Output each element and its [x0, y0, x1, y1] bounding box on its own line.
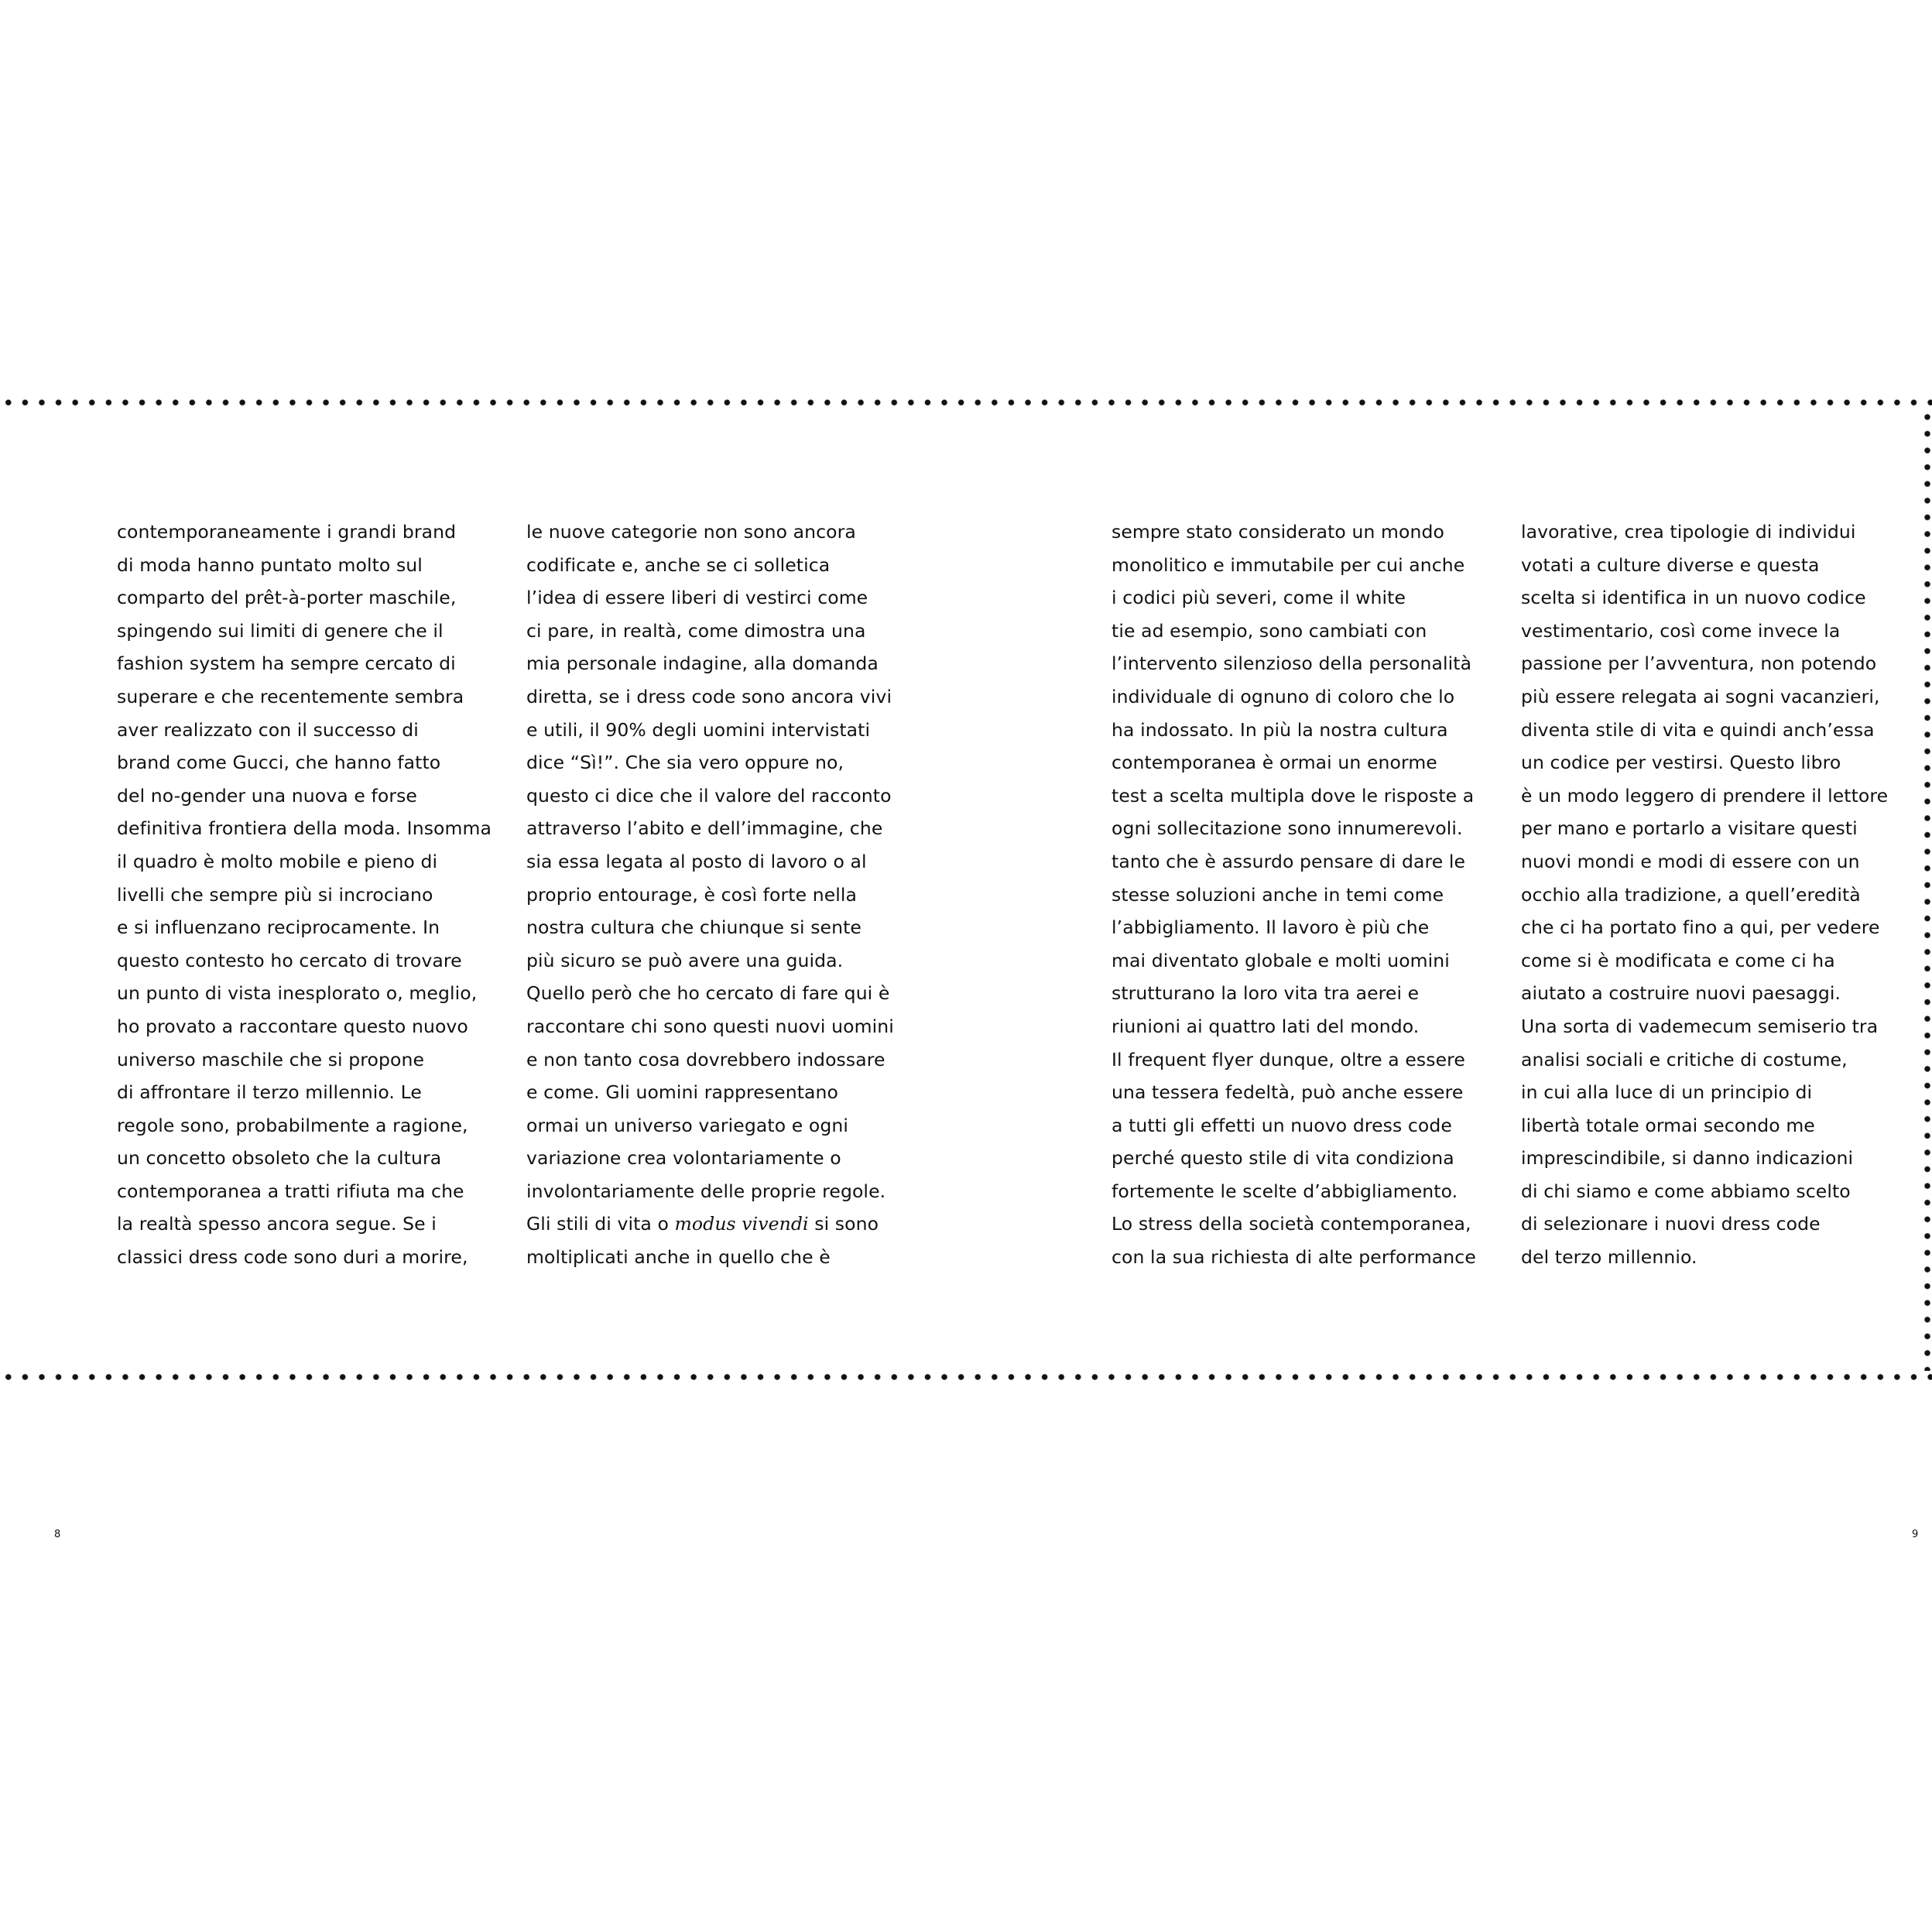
text-line: mai diventato globale e molti uomini: [1112, 949, 1450, 971]
text-line: brand come Gucci, che hanno fatto: [117, 752, 441, 774]
text-line: questo contesto ho cercato di trovare: [117, 949, 462, 971]
text-line: ogni sollecitazione sono innumerevoli.: [1112, 817, 1463, 840]
text-line: in cui alla luce di un principio di: [1521, 1081, 1813, 1104]
text-line: con la sua richiesta di alte performance: [1112, 1246, 1476, 1269]
text-line: occhio alla tradizione, a quell’eredità: [1521, 883, 1861, 906]
text-line: e si influenzano reciprocamente. In: [117, 916, 440, 939]
text-line: una tessera fedeltà, può anche essere: [1112, 1081, 1464, 1104]
text-line: di affrontare il terzo millennio. Le: [117, 1081, 422, 1104]
text-line: scelta si identifica in un nuovo codice: [1521, 587, 1866, 609]
text-line: sempre stato considerato un mondo: [1112, 521, 1444, 543]
text-line: nuovi mondi e modi di essere con un: [1521, 850, 1860, 872]
text-line: lavorative, crea tipologie di individui: [1521, 521, 1856, 543]
text-line: tanto che è assurdo pensare di dare le: [1112, 850, 1466, 872]
text-line: ci pare, in realtà, come dimostra una: [526, 619, 866, 642]
text-line: nostra cultura che chiunque si sente: [526, 916, 862, 939]
text-line: regole sono, probabilmente a ragione,: [117, 1114, 468, 1136]
text-column-2: [526, 516, 913, 1274]
text-line: l’intervento silenzioso della personalità: [1112, 653, 1472, 675]
text-line: fortemente le scelte d’abbigliamento.: [1112, 1180, 1458, 1202]
text-line: le nuove categorie non sono ancora: [526, 521, 856, 543]
text-column-4: [1521, 516, 1908, 1274]
page-number-right: 9: [1912, 1529, 1919, 1540]
text-line: votati a culture diverse e questa: [1521, 553, 1820, 576]
text-line: più essere relegata ai sogni vacanzieri,: [1521, 685, 1880, 707]
text-line: Il frequent flyer dunque, oltre a essere: [1112, 1048, 1465, 1070]
text-column-1: [117, 516, 504, 1274]
text-line: variazione crea volontariamente o: [526, 1147, 841, 1170]
italic-phrase: modus vivendi: [674, 1213, 809, 1235]
text-line: contemporanea a tratti rifiuta ma che: [117, 1180, 464, 1202]
text-line: e come. Gli uomini rappresentano: [526, 1081, 839, 1104]
text-line: superare e che recentemente sembra: [117, 685, 464, 707]
text-line: l’abbigliamento. Il lavoro è più che: [1112, 916, 1430, 939]
text-line: i codici più severi, come il white: [1112, 587, 1406, 609]
text-line: Una sorta di vademecum semiserio tra: [1521, 1015, 1879, 1037]
text-line: mia personale indagine, alla domanda: [526, 653, 879, 675]
text-line: e non tanto cosa dovrebbero indossare: [526, 1048, 886, 1070]
text-line: sia essa legata al posto di lavoro o al: [526, 850, 867, 872]
text-line: dice “Sì!”. Che sia vero oppure no,: [526, 752, 844, 774]
text-line: di chi siamo e come abbiamo scelto: [1521, 1180, 1851, 1202]
text-line: spingendo sui limiti di genere che il: [117, 619, 444, 642]
text-line: attraverso l’abito e dell’immagine, che: [526, 817, 883, 840]
text-line: contemporanea è ormai un enorme: [1112, 752, 1437, 774]
text-line: un punto di vista inesplorato o, meglio,: [117, 982, 478, 1005]
text-line: diretta, se i dress code sono ancora vivi: [526, 685, 892, 707]
text-segment: Gli stili di vita o: [526, 1213, 675, 1235]
text-line: aver realizzato con il successo di: [117, 718, 419, 741]
dotted-border-bottom: [0, 1372, 1932, 1382]
text-line: è un modo leggero di prendere il lettore: [1521, 784, 1889, 807]
text-line: il quadro è molto mobile e pieno di: [117, 850, 438, 872]
text-segment: si sono: [808, 1213, 879, 1235]
text-line: monolitico e immutabile per cui anche: [1112, 553, 1465, 576]
text-line: del no-gender una nuova e forse: [117, 784, 417, 807]
text-line: ho provato a raccontare questo nuovo: [117, 1015, 468, 1037]
text-line: codificate e, anche se ci solletica: [526, 553, 831, 576]
text-line: test a scelta multipla dove le risposte a: [1112, 784, 1475, 807]
text-line: come si è modificata e come ci ha: [1521, 949, 1835, 971]
text-line: vestimentario, così come invece la: [1521, 619, 1841, 642]
text-line: un concetto obsoleto che la cultura: [117, 1147, 442, 1170]
text-line: e utili, il 90% degli uomini intervistati: [526, 718, 871, 741]
text-line: individuale di ognuno di coloro che lo: [1112, 685, 1455, 707]
text-line: di selezionare i nuovi dress code: [1521, 1213, 1821, 1235]
text-line: perché questo stile di vita condiziona: [1112, 1147, 1454, 1170]
text-line: moltiplicati anche in quello che è: [526, 1246, 831, 1269]
text-line: analisi sociali e critiche di costume,: [1521, 1048, 1848, 1070]
text-line: involontariamente delle proprie regole.: [526, 1180, 886, 1202]
text-line: livelli che sempre più si incrociano: [117, 883, 433, 906]
text-line: del terzo millennio.: [1521, 1246, 1697, 1269]
text-line: stesse soluzioni anche in temi come: [1112, 883, 1444, 906]
text-line: più sicuro se può avere una guida.: [526, 949, 844, 971]
text-line: fashion system ha sempre cercato di: [117, 653, 456, 675]
text-line: passione per l’avventura, non potendo: [1521, 653, 1877, 675]
text-line: che ci ha portato fino a qui, per vedere: [1521, 916, 1880, 939]
text-line: classici dress code sono duri a morire,: [117, 1246, 468, 1269]
text-line: comparto del prêt-à-porter maschile,: [117, 587, 457, 609]
text-line: universo maschile che si propone: [117, 1048, 425, 1070]
dotted-border-right: [1923, 409, 1932, 1371]
text-column-3: [1112, 516, 1499, 1274]
text-line: la realtà spesso ancora segue. Se i: [117, 1213, 437, 1235]
text-line-with-italic: [526, 1208, 913, 1241]
text-line: questo ci dice che il valore del racconto: [526, 784, 892, 807]
text-line: ormai un universo variegato e ogni: [526, 1114, 848, 1136]
page-number-left: 8: [54, 1529, 61, 1540]
text-line: strutturano la loro vita tra aerei e: [1112, 982, 1420, 1005]
text-line: raccontare chi sono questi nuovi uomini: [526, 1015, 894, 1037]
text-line: Lo stress della società contemporanea,: [1112, 1213, 1471, 1235]
text-line: Quello però che ho cercato di fare qui è: [526, 982, 890, 1005]
text-line: per mano e portarlo a visitare questi: [1521, 817, 1858, 840]
text-line: imprescindibile, si danno indicazioni: [1521, 1147, 1854, 1170]
text-line: l’idea di essere liberi di vestirci come: [526, 587, 868, 609]
text-line: libertà totale ormai secondo me: [1521, 1114, 1815, 1136]
text-line: tie ad esempio, sono cambiati con: [1112, 619, 1427, 642]
text-line: proprio entourage, è così forte nella: [526, 883, 858, 906]
dotted-border-top: [0, 398, 1932, 407]
text-line: di moda hanno puntato molto sul: [117, 553, 423, 576]
text-line: diventa stile di vita e quindi anch’essa: [1521, 718, 1875, 741]
text-line: aiutato a costruire nuovi paesaggi.: [1521, 982, 1841, 1005]
text-line: riunioni ai quattro lati del mondo.: [1112, 1015, 1420, 1037]
text-line: a tutti gli effetti un nuovo dress code: [1112, 1114, 1452, 1136]
text-line: contemporaneamente i grandi brand: [117, 521, 457, 543]
text-line: un codice per vestirsi. Questo libro: [1521, 752, 1841, 774]
text-line: ha indossato. In più la nostra cultura: [1112, 718, 1448, 741]
text-line: definitiva frontiera della moda. Insomma: [117, 817, 492, 840]
